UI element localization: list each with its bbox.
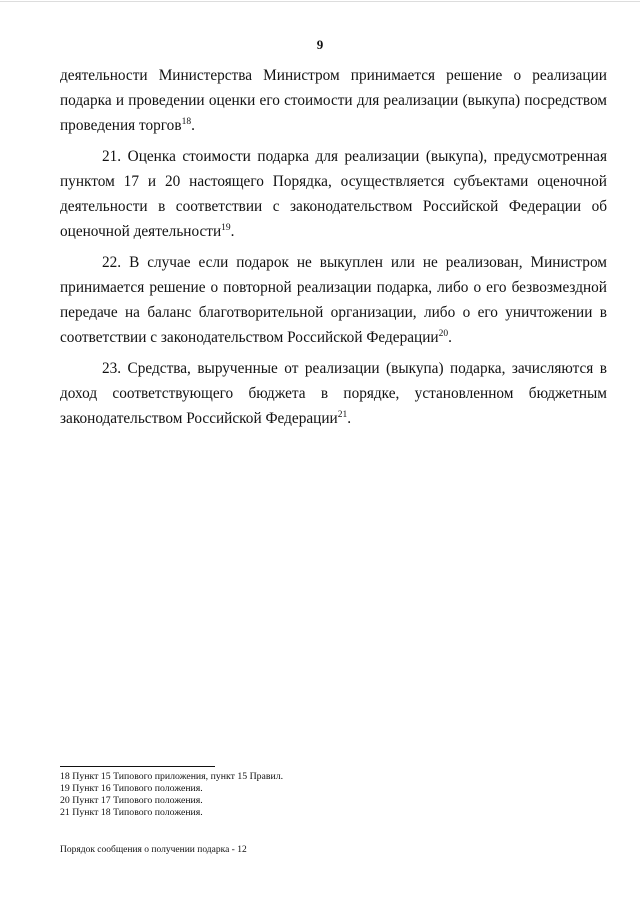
- footnote-18: 18 Пункт 15 Типового приложения, пункт 15 Правил.: [60, 771, 284, 782]
- document-body: [60, 63, 607, 437]
- paragraph-tail: .: [230, 223, 235, 240]
- footnotes: [60, 771, 560, 819]
- paragraph-text: деятельности Министерства Министром принимается решение о реализации подарка и проведении оценки его стоимости для реализации (выкупа) посредством проведения торгов: [60, 67, 607, 134]
- page-number: 9: [316, 37, 324, 52]
- footnote-21: 21 Пункт 18 Типового положения.: [60, 807, 203, 818]
- paragraph-tail: .: [448, 329, 452, 346]
- paragraph-text: 23. Средства, вырученные от реализации (выкупа) подарка, зачисляются в доход соответствующего бюджета в порядке, установленном бюджетным законодательством Российской Федерации: [60, 360, 607, 427]
- paragraph-tail: .: [191, 117, 195, 134]
- paragraph-continuation: [60, 63, 607, 138]
- footnote-19: 19 Пункт 16 Типового положения.: [60, 783, 203, 794]
- footnote-ref-18[interactable]: 18: [181, 116, 192, 127]
- footnote-separator: [60, 766, 215, 767]
- paragraph-22: [60, 250, 607, 350]
- page-footer: Порядок сообщения о получении подарка - 12: [60, 845, 247, 855]
- paragraph-tail: .: [347, 410, 352, 427]
- footnote-ref-19[interactable]: 19: [221, 222, 231, 233]
- footnote-ref-21[interactable]: 21: [337, 409, 348, 420]
- paragraph-text: 21. Оценка стоимости подарка для реализации (выкупа), предусмотренная пунктом 17 и 20 настоящего Порядка, осуществляется субъектами оценочной деятельности в соответствии с законодательством Российской Федерации об оценочной деятельности: [60, 148, 607, 240]
- footnote-20: 20 Пункт 17 Типового положения.: [60, 795, 203, 806]
- scan-top-edge: [0, 1, 640, 2]
- paragraph-21: [60, 144, 607, 244]
- footnote-ref-20[interactable]: 20: [438, 328, 449, 339]
- paragraph-23: [60, 356, 607, 431]
- paragraph-text: 22. В случае если подарок не выкуплен или не реализован, Министром принимается решение о повторной реализации подарка, либо о его безвозмездной передаче на баланс благотворительной организации, либо о его уничтожении в соответствии с законодательством Российской Федерации: [60, 254, 607, 346]
